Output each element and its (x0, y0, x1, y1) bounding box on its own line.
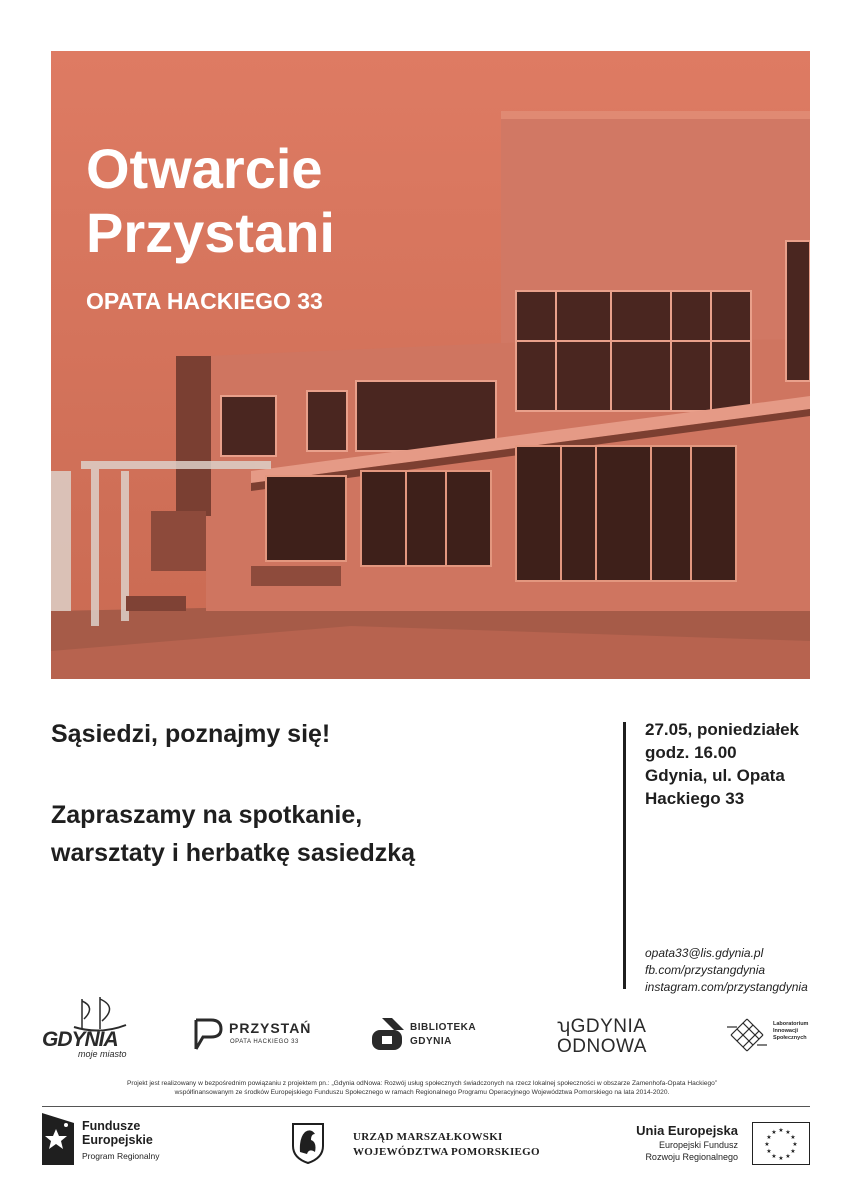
svg-text:★: ★ (785, 1129, 791, 1136)
ue-line3: Rozwoju Regionalnego (645, 1152, 738, 1162)
gdynia-logo (42, 995, 132, 1061)
event-place-line2: Hackiego 33 (645, 789, 745, 808)
gdynia-word: GDYNIA (42, 1028, 118, 1051)
contacts (645, 945, 808, 996)
odnowa-line1 (557, 1017, 647, 1037)
svg-text:★: ★ (766, 1134, 772, 1141)
event-time: godz. 16.00 (645, 743, 737, 762)
gdynia-tagline: moje miasto (78, 1049, 127, 1059)
svg-text:★: ★ (778, 1127, 784, 1134)
svg-text:★: ★ (771, 1153, 777, 1160)
hero-image (51, 51, 810, 679)
event-place-line1: Gdynia, ul. Opata (645, 766, 785, 785)
invite-line1: Zapraszamy na spotkanie, (51, 801, 363, 829)
svg-text:★: ★ (792, 1141, 798, 1148)
biblioteka-line2: GDYNIA (410, 1036, 452, 1047)
fundusze-title (82, 1119, 153, 1147)
odnowa-line1-text: GDYNIA (570, 1016, 647, 1037)
laboratorium-text (773, 1021, 808, 1042)
griffin-crest-icon (291, 1122, 325, 1164)
ue-text (636, 1122, 738, 1163)
project-note-line1: Projekt jest realizowany w bezpośrednim powiązaniu z projektem pn.: „Gdynia odNowa: Rozwój usług społecznych świadczonych na rzecz lokalnej społeczności w obszarze Zamenhofa-Opata Hackiego” (126, 1080, 718, 1087)
urzad-text (353, 1130, 540, 1160)
odnowa-logo (557, 1017, 647, 1057)
fundusze-europejskie-logo (42, 1113, 182, 1168)
urzad-line1: URZĄD MARSZAŁKOWSKI (353, 1131, 503, 1143)
footer-divider (42, 1106, 810, 1107)
svg-text:★: ★ (766, 1148, 772, 1155)
contact-instagram[interactable]: instagram.com/przystangdynia (645, 980, 808, 994)
svg-text:★: ★ (764, 1141, 770, 1148)
p-mark-icon (193, 1017, 225, 1051)
book-icon (370, 1016, 406, 1052)
hero-title-line1: Otwarcie (86, 137, 323, 200)
biblioteka-line1: BIBLIOTEKA (410, 1022, 477, 1033)
fundusze-line3: Program Regionalny (82, 1151, 160, 1161)
divider-vertical (623, 722, 626, 989)
svg-text:★: ★ (790, 1148, 796, 1155)
lead-heading: Sąsiedzi, poznajmy się! (51, 720, 331, 748)
event-details (645, 718, 799, 810)
eu-stars-icon (752, 1122, 810, 1165)
svg-text:★: ★ (778, 1155, 784, 1162)
urzad-marszalkowski-logo (291, 1122, 540, 1167)
invite-text (51, 796, 415, 872)
fe-star-icon (42, 1113, 74, 1165)
hero-title-line2: Przystani (86, 201, 335, 264)
fundusze-line2: Europejskie (82, 1133, 153, 1147)
fundusze-line1: Fundusze (82, 1119, 141, 1133)
laboratorium-line3: Społecznych (773, 1035, 807, 1041)
przystan-address: OPATA HACKIEGO 33 (230, 1039, 299, 1045)
project-note (51, 1079, 793, 1097)
contact-email[interactable]: opata33@lis.gdynia.pl (645, 946, 764, 960)
urzad-line2: WOJEWÓDZTWA POMORSKIEGO (353, 1146, 540, 1158)
event-date: 27.05, poniedziałek (645, 720, 800, 739)
laboratorium-line2: Innowacji (773, 1028, 799, 1034)
invite-line2: warsztaty i herbatkę sasiedzką (51, 839, 416, 867)
hero-subtitle: OPATA HACKIEGO 33 (86, 288, 323, 314)
odnowa-line2: ODNOWA (557, 1036, 647, 1057)
hero-title (86, 137, 335, 265)
grid-knot-icon (727, 1015, 767, 1055)
laboratorium-line1: Laboratorium (773, 1021, 809, 1027)
przystan-name: PRZYSTAŃ (229, 1020, 312, 1036)
svg-text:★: ★ (785, 1153, 791, 1160)
hook-icon: ʮ (557, 1016, 571, 1037)
unia-europejska-logo (600, 1120, 810, 1168)
contact-facebook[interactable]: fb.com/przystangdynia (645, 963, 766, 977)
project-note-line2: współfinansowanym ze środków Europejskiego Funduszu Społecznego w ramach Regionalnego Programu Operacyjnego Województwa Pomorskiego na lata 2014-2020. (174, 1089, 670, 1096)
ue-line1: Unia Europejska (636, 1123, 738, 1138)
svg-text:★: ★ (790, 1134, 796, 1141)
ue-line2: Europejski Fundusz (658, 1140, 738, 1150)
svg-text:★: ★ (771, 1129, 777, 1136)
